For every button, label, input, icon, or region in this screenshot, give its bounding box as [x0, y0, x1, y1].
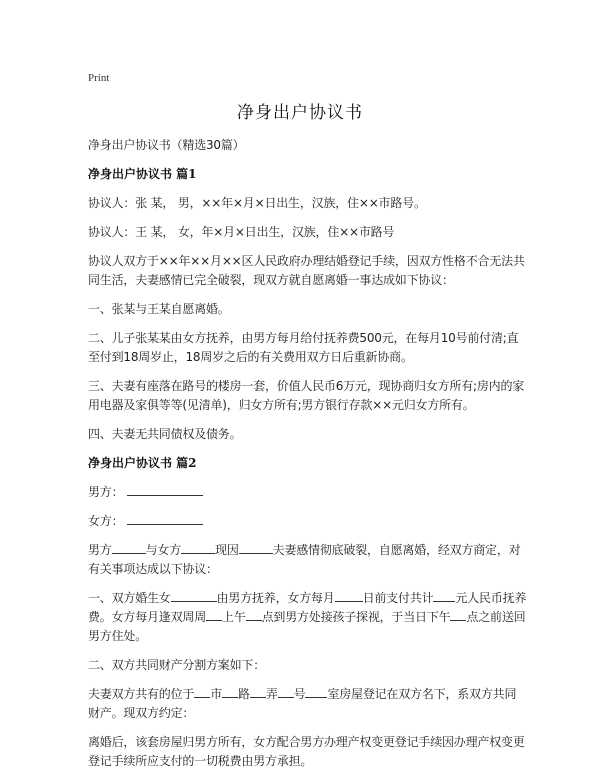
post-divorce-house-clause: 离婚后，该套房屋归男方所有，女方配合男方办理产权变更登记手续因办理产权变更登记手续所应支付的一切税费由男方承担。 [88, 735, 525, 768]
text: 男方 [88, 543, 112, 557]
clause-3: 三、夫妻有座落在路号的楼房一套，价值人民币6万元，现协商归女方所有;房内的家用电器及家俱等等(见清单)，归女方所有;男方银行存款××元归女方所有。 [88, 379, 525, 412]
blank [112, 541, 146, 554]
female-name-blank [127, 512, 203, 525]
party-zhang: 协议人：张 某， 男，××年×月×日出生，汉族，住××市路号。 [88, 196, 426, 210]
agreement-preamble-2 [88, 541, 528, 579]
male-name-blank [127, 483, 203, 496]
text: 与女方 [145, 543, 182, 557]
intro-line: 净身出户协议书（精选30篇） [88, 138, 245, 152]
print-label: Print [88, 72, 110, 84]
female-label: 女方： [88, 514, 124, 528]
clause-4: 四、夫妻无共同债权及债务。 [88, 427, 242, 441]
child-custody-clause [88, 589, 528, 646]
text: 现因 [215, 543, 239, 557]
text: 市 [210, 687, 223, 701]
party-wang: 协议人：王 某， 女，年×月×日出生，汉族，住××市路号 [88, 225, 395, 239]
clause-2: 二、儿子张某某由女方抚养，由男方每月给付抚养费500元，在每月10号前付清;直至付到18周岁止，18周岁之后的有关费用双方日后重新协商。 [88, 331, 519, 364]
blank [222, 685, 238, 698]
property-division-heading: 二、双方共同财产分割方案如下： [88, 658, 266, 672]
property-location-clause [88, 685, 528, 723]
female-party-line [88, 512, 528, 531]
section-heading-1: 净身出户协议书 篇1 [88, 167, 197, 181]
text: 点之前送回男方住处。 [88, 610, 526, 643]
blank [206, 608, 222, 621]
blank [450, 608, 466, 621]
male-party-line [88, 483, 528, 502]
text: 元人民币抚养费。女方每月逢双周周 [88, 591, 527, 624]
text: 室房屋登记在双方名下，系双方共同财产。现双方约定： [88, 687, 517, 720]
blank [181, 541, 215, 554]
text: 日前支付共计 [362, 591, 434, 605]
blank [278, 685, 294, 698]
page-title: 净身出户协议书 [237, 103, 363, 123]
text: 夫妻双方共有的位于 [88, 687, 195, 701]
document-body [88, 136, 528, 781]
text: 一、双方婚生女 [88, 591, 171, 605]
text: 上午 [222, 610, 246, 624]
text: 路 [238, 687, 250, 701]
text: 号 [293, 687, 306, 701]
blank [194, 685, 210, 698]
blank [239, 541, 273, 554]
text: 点到男方处接孩子探视，于当日下午 [261, 610, 451, 624]
clause-1: 一、张某与王某自愿离婚。 [88, 302, 230, 316]
blank [246, 608, 262, 621]
blank [335, 589, 363, 602]
male-label: 男方： [88, 485, 124, 499]
blank [171, 589, 217, 602]
agreement-preamble: 协议人双方于××年××月××区人民政府办理结婚登记手续，因双方性格不合无法共同生活，夫妻感情已完全破裂，现双方就自愿离婚一事达成如下协议： [88, 254, 525, 287]
blank [250, 685, 266, 698]
blank [433, 589, 455, 602]
text: 由男方抚养，女方每月 [216, 591, 335, 605]
blank [305, 685, 327, 698]
text: 夫妻感情彻底破裂，自愿离婚，经双方商定，对有关事项达成以下协议： [88, 543, 521, 576]
text: 弄 [265, 687, 278, 701]
section-heading-2: 净身出户协议书 篇2 [88, 456, 197, 470]
